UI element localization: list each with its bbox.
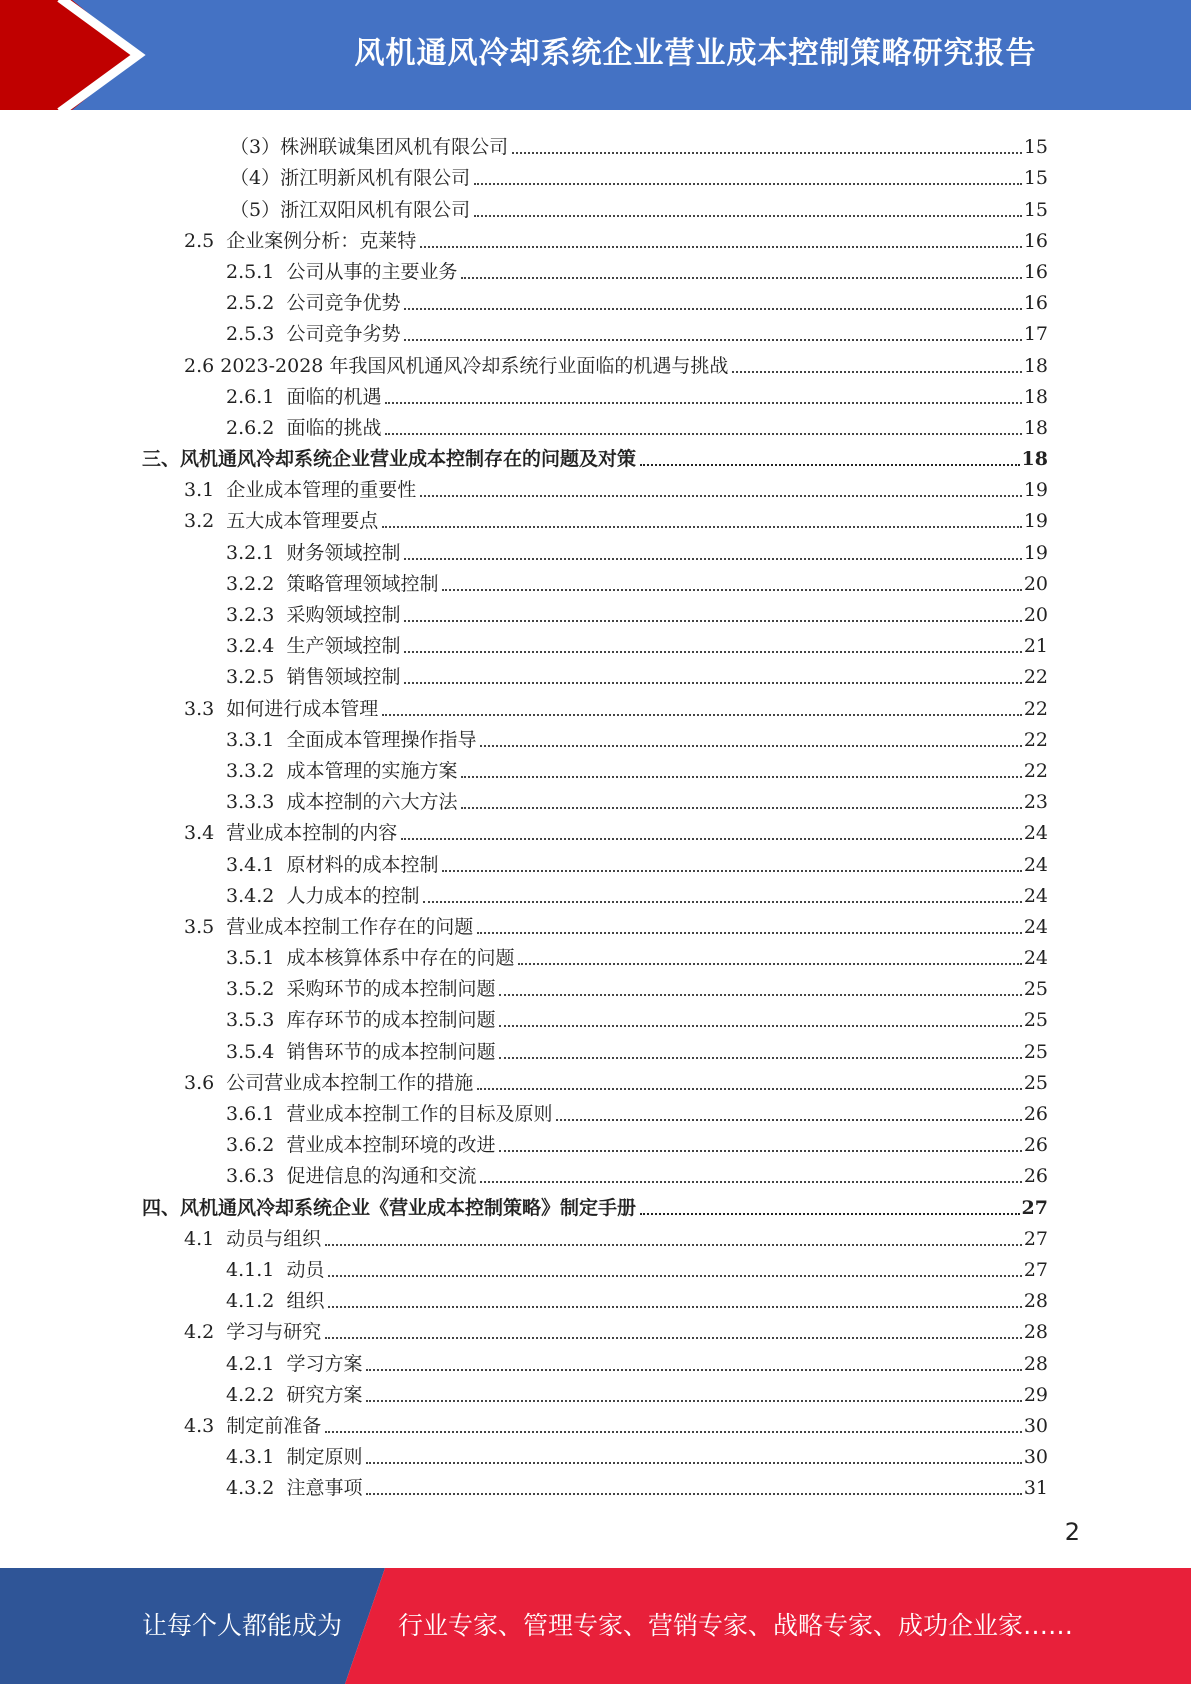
toc-entry-page: 18 bbox=[1021, 448, 1048, 471]
toc-entry-title: 促进信息的沟通和交流 bbox=[286, 1165, 477, 1188]
toc-entry-page: 24 bbox=[1023, 884, 1048, 907]
toc-entry-page: 16 bbox=[1023, 292, 1048, 315]
toc-dot-leader bbox=[328, 1305, 1021, 1308]
toc-entry-page: 26 bbox=[1023, 1134, 1048, 1157]
toc-entry-page: 22 bbox=[1023, 759, 1048, 782]
toc-dot-leader bbox=[640, 463, 1020, 466]
toc-dot-leader bbox=[461, 775, 1021, 778]
toc-entry-number: 3.4.2 bbox=[226, 884, 287, 907]
toc-entry-number: 2.5.1 bbox=[226, 260, 287, 283]
toc-entry-title: 销售领域控制 bbox=[286, 666, 401, 689]
page-footer bbox=[0, 1568, 1191, 1684]
toc-entry[interactable] bbox=[0, 1375, 1191, 1406]
toc-entry-number: 2.5.2 bbox=[226, 292, 287, 315]
toc-entry-number: 3.2 bbox=[184, 510, 227, 533]
report-title: 风机通风冷却系统企业营业成本控制策略研究报告 bbox=[354, 36, 1037, 71]
toc-entry-title: 全面成本管理操作指导 bbox=[286, 728, 477, 751]
toc-entry-number: 4.3.2 bbox=[226, 1477, 287, 1500]
toc-entry-number: 3.6.1 bbox=[226, 1103, 287, 1125]
toc-entry-title: 营业成本控制工作存在的问题 bbox=[226, 915, 474, 938]
toc-dot-leader bbox=[382, 713, 1022, 716]
toc-entry[interactable] bbox=[0, 626, 1191, 657]
toc-entry-page: 20 bbox=[1023, 604, 1048, 626]
toc-dot-leader bbox=[366, 1492, 1021, 1495]
toc-entry[interactable] bbox=[0, 1031, 1191, 1062]
toc-entry-page: 22 bbox=[1023, 697, 1048, 720]
toc-dot-leader bbox=[442, 869, 1021, 872]
toc-entry[interactable] bbox=[0, 907, 1191, 938]
toc-entry-title: 库存环节的成本控制问题 bbox=[286, 1009, 496, 1032]
toc-entry-page: 29 bbox=[1023, 1383, 1048, 1406]
toc-dot-leader bbox=[385, 432, 1021, 435]
toc-dot-leader bbox=[474, 182, 1022, 185]
toc-entry-number: 三、 bbox=[142, 448, 181, 471]
toc-entry-number: 4.2.2 bbox=[226, 1383, 287, 1406]
toc-entry-number: 4.3 bbox=[184, 1414, 227, 1437]
toc-entry-number: 2.5.3 bbox=[226, 323, 287, 346]
toc-dot-leader bbox=[518, 962, 1021, 965]
toc-entry-number: 3.5.2 bbox=[226, 978, 287, 1001]
toc-dot-leader bbox=[328, 1274, 1021, 1277]
toc-entry-title: 风机通风冷却系统企业《营业成本控制策略》制定手册 bbox=[180, 1196, 637, 1219]
toc-dot-leader bbox=[401, 837, 1022, 840]
toc-entry-number: 4.1.1 bbox=[226, 1258, 287, 1281]
toc-dot-leader bbox=[420, 494, 1022, 497]
toc-entry[interactable] bbox=[0, 158, 1191, 189]
toc-entry-title: 生产领域控制 bbox=[286, 635, 401, 658]
toc-entry-page: 17 bbox=[1023, 323, 1048, 346]
toc-entry-number: 四、 bbox=[142, 1196, 181, 1219]
toc-dot-leader bbox=[442, 588, 1021, 591]
toc-entry[interactable] bbox=[0, 1000, 1191, 1031]
toc-dot-leader bbox=[461, 276, 1021, 279]
toc-entry-page: 18 bbox=[1023, 416, 1048, 439]
toc-entry[interactable] bbox=[0, 688, 1191, 719]
toc-dot-leader bbox=[404, 650, 1021, 653]
toc-dot-leader bbox=[499, 993, 1021, 996]
toc-entry[interactable] bbox=[0, 1312, 1191, 1343]
toc-entry-number: 3.2.2 bbox=[226, 572, 287, 595]
toc-entry-page: 28 bbox=[1023, 1290, 1048, 1313]
toc-entry[interactable] bbox=[0, 876, 1191, 907]
toc-entry[interactable] bbox=[0, 782, 1191, 813]
toc-entry[interactable] bbox=[0, 1468, 1191, 1499]
toc-entry-page: 31 bbox=[1023, 1477, 1048, 1500]
toc-entry-title: 注意事项 bbox=[286, 1477, 363, 1500]
toc-entry[interactable] bbox=[0, 595, 1191, 626]
toc-entry[interactable] bbox=[0, 969, 1191, 1000]
toc-dot-leader bbox=[732, 370, 1021, 373]
toc-dot-leader bbox=[404, 619, 1021, 622]
toc-entry-page: 18 bbox=[1023, 385, 1048, 408]
toc-dot-leader bbox=[477, 1087, 1022, 1090]
toc-entry-title: 制定前准备 bbox=[226, 1414, 322, 1437]
toc-entry-page: 24 bbox=[1023, 853, 1048, 876]
toc-entry-page: 18 bbox=[1023, 354, 1048, 377]
toc-entry-title: 采购领域控制 bbox=[286, 604, 401, 626]
toc-entry-page: 20 bbox=[1023, 572, 1048, 595]
toc-entry-page: 27 bbox=[1023, 1227, 1048, 1250]
toc-dot-leader bbox=[420, 245, 1022, 248]
toc-entry-title: 学习方案 bbox=[286, 1352, 363, 1375]
toc-entry-title: 公司竞争劣势 bbox=[286, 323, 401, 346]
toc-dot-leader bbox=[404, 681, 1021, 684]
toc-entry-page: 27 bbox=[1021, 1196, 1048, 1219]
table-of-contents bbox=[0, 127, 1191, 1499]
toc-entry-title: 人力成本的控制 bbox=[286, 884, 420, 907]
toc-entry-title: 面临的机遇 bbox=[286, 385, 382, 408]
toc-entry-page: 15 bbox=[1023, 198, 1048, 221]
toc-entry-title: 企业成本管理的重要性 bbox=[226, 479, 417, 502]
toc-entry-page: 23 bbox=[1023, 791, 1048, 814]
toc-entry[interactable] bbox=[0, 252, 1191, 283]
toc-dot-leader bbox=[499, 1024, 1021, 1027]
toc-entry[interactable] bbox=[0, 283, 1191, 314]
toc-entry-page: 28 bbox=[1023, 1352, 1048, 1375]
toc-entry[interactable] bbox=[0, 844, 1191, 875]
page-number: 2 bbox=[1064, 1518, 1080, 1546]
toc-entry-title: 如何进行成本管理 bbox=[226, 697, 379, 720]
toc-entry[interactable] bbox=[0, 189, 1191, 220]
toc-entry-title: 组织 bbox=[286, 1290, 325, 1313]
toc-entry-number: 3.5.3 bbox=[226, 1009, 287, 1032]
toc-dot-leader bbox=[556, 1118, 1021, 1121]
toc-entry-number: 3.4.1 bbox=[226, 853, 287, 876]
toc-dot-leader bbox=[512, 151, 1022, 154]
toc-entry-number: 3.3.3 bbox=[226, 791, 287, 814]
toc-entry[interactable] bbox=[0, 657, 1191, 688]
toc-entry-title: 营业成本控制环境的改进 bbox=[286, 1134, 496, 1157]
toc-dot-leader bbox=[461, 806, 1021, 809]
toc-entry[interactable] bbox=[0, 532, 1191, 563]
toc-entry-page: 22 bbox=[1023, 666, 1048, 689]
toc-entry[interactable] bbox=[0, 938, 1191, 969]
toc-entry-title: 企业案例分析：克莱特 bbox=[226, 229, 417, 252]
toc-entry-title: 2023-2028 年我国风机通风冷却系统行业面临的机遇与挑战 bbox=[220, 354, 729, 377]
toc-entry-title: 动员与组织 bbox=[226, 1227, 322, 1250]
toc-entry-title: 风机通风冷却系统企业营业成本控制存在的问题及对策 bbox=[180, 448, 637, 471]
toc-entry-page: 24 bbox=[1023, 915, 1048, 938]
toc-entry-title: 浙江明新风机有限公司 bbox=[280, 167, 471, 190]
toc-entry-number: 3.1 bbox=[184, 479, 227, 502]
toc-dot-leader bbox=[366, 1399, 1021, 1402]
toc-entry[interactable] bbox=[0, 564, 1191, 595]
toc-entry-page: 24 bbox=[1023, 947, 1048, 970]
toc-entry-number: 3.2.5 bbox=[226, 666, 287, 689]
toc-entry-title: 制定原则 bbox=[286, 1446, 363, 1469]
toc-entry-title: 学习与研究 bbox=[226, 1321, 322, 1344]
toc-entry-title: 成本核算体系中存在的问题 bbox=[286, 947, 515, 970]
toc-entry-number: （5） bbox=[230, 198, 281, 221]
footer-slogan: 让每个人都能成为 bbox=[142, 1611, 343, 1640]
toc-entry-page: 24 bbox=[1023, 822, 1048, 845]
toc-entry-page: 16 bbox=[1023, 260, 1048, 283]
toc-dot-leader bbox=[480, 1180, 1021, 1183]
toc-entry-number: 3.6.2 bbox=[226, 1134, 287, 1157]
toc-dot-leader bbox=[474, 214, 1022, 217]
footer-expert-list: 行业专家、管理专家、营销专家、战略专家、成功企业家…… bbox=[398, 1611, 1074, 1640]
toc-dot-leader bbox=[423, 900, 1021, 903]
toc-entry-title: 研究方案 bbox=[286, 1383, 363, 1406]
toc-entry[interactable] bbox=[0, 1219, 1191, 1250]
toc-entry-page: 25 bbox=[1023, 978, 1048, 1001]
toc-entry-page: 21 bbox=[1023, 635, 1048, 658]
toc-entry-page: 26 bbox=[1023, 1103, 1048, 1125]
toc-entry-number: 3.5.4 bbox=[226, 1040, 287, 1063]
toc-dot-leader bbox=[325, 1336, 1022, 1339]
toc-dot-leader bbox=[480, 744, 1021, 747]
toc-entry[interactable] bbox=[0, 1125, 1191, 1156]
toc-entry-number: 2.6 bbox=[184, 354, 221, 377]
toc-entry-title: 营业成本控制工作的目标及原则 bbox=[286, 1103, 553, 1125]
toc-entry-number: 2.6.1 bbox=[226, 385, 287, 408]
toc-entry[interactable] bbox=[0, 408, 1191, 439]
header-arrow-decoration bbox=[0, 0, 160, 110]
toc-entry-number: 3.5 bbox=[184, 915, 227, 938]
toc-entry-number: 4.1 bbox=[184, 1227, 227, 1250]
toc-entry-title: 营业成本控制的内容 bbox=[226, 822, 398, 845]
toc-entry[interactable] bbox=[0, 1281, 1191, 1312]
toc-entry-page: 15 bbox=[1023, 136, 1048, 159]
toc-entry[interactable] bbox=[0, 1063, 1191, 1094]
toc-entry[interactable] bbox=[0, 127, 1191, 158]
toc-entry[interactable] bbox=[0, 1094, 1191, 1125]
toc-dot-leader bbox=[404, 338, 1021, 341]
toc-entry[interactable] bbox=[0, 1250, 1191, 1281]
toc-entry-title: 公司竞争优势 bbox=[286, 292, 401, 315]
toc-entry-title: 策略管理领域控制 bbox=[286, 572, 439, 595]
toc-entry-title: 浙江双阳风机有限公司 bbox=[280, 198, 471, 221]
toc-entry[interactable] bbox=[0, 439, 1191, 470]
toc-entry-page: 25 bbox=[1023, 1009, 1048, 1032]
toc-entry[interactable] bbox=[0, 1437, 1191, 1468]
toc-entry-number: （3） bbox=[230, 136, 281, 159]
toc-entry-page: 25 bbox=[1023, 1071, 1048, 1094]
toc-dot-leader bbox=[404, 307, 1021, 310]
toc-entry-page: 15 bbox=[1023, 167, 1048, 190]
toc-entry-page: 30 bbox=[1023, 1414, 1048, 1437]
toc-entry-number: 2.5 bbox=[184, 229, 227, 252]
toc-dot-leader bbox=[640, 1212, 1020, 1215]
toc-entry-title: 株洲联诚集团风机有限公司 bbox=[280, 136, 509, 159]
toc-entry[interactable] bbox=[0, 751, 1191, 782]
toc-entry-number: 3.5.1 bbox=[226, 947, 287, 970]
toc-dot-leader bbox=[477, 931, 1022, 934]
toc-entry-page: 19 bbox=[1023, 479, 1048, 502]
toc-entry[interactable] bbox=[0, 813, 1191, 844]
toc-entry-page: 19 bbox=[1023, 541, 1048, 564]
toc-dot-leader bbox=[325, 1430, 1022, 1433]
toc-entry-number: 3.3.2 bbox=[226, 759, 287, 782]
toc-entry-title: 销售环节的成本控制问题 bbox=[286, 1040, 496, 1063]
toc-dot-leader bbox=[499, 1149, 1021, 1152]
toc-entry-number: 3.2.4 bbox=[226, 635, 287, 658]
toc-dot-leader bbox=[366, 1368, 1021, 1371]
toc-dot-leader bbox=[325, 1243, 1022, 1246]
toc-entry[interactable] bbox=[0, 1343, 1191, 1374]
toc-entry-number: （4） bbox=[230, 167, 281, 190]
toc-entry-title: 五大成本管理要点 bbox=[226, 510, 379, 533]
toc-entry-page: 28 bbox=[1023, 1321, 1048, 1344]
toc-entry-number: 4.3.1 bbox=[226, 1446, 287, 1469]
toc-entry[interactable] bbox=[0, 377, 1191, 408]
toc-entry-page: 22 bbox=[1023, 728, 1048, 751]
toc-entry-page: 27 bbox=[1023, 1258, 1048, 1281]
page-header bbox=[0, 0, 1191, 110]
toc-entry-title: 成本管理的实施方案 bbox=[286, 759, 458, 782]
toc-entry-number: 4.1.2 bbox=[226, 1290, 287, 1313]
toc-entry-page: 19 bbox=[1023, 510, 1048, 533]
toc-entry[interactable] bbox=[0, 221, 1191, 252]
toc-entry-title: 面临的挑战 bbox=[286, 416, 382, 439]
toc-entry[interactable] bbox=[0, 1406, 1191, 1437]
toc-entry-number: 3.2.3 bbox=[226, 604, 287, 626]
toc-entry-number: 3.4 bbox=[184, 822, 227, 845]
toc-entry[interactable] bbox=[0, 1156, 1191, 1187]
toc-entry-number: 4.2.1 bbox=[226, 1352, 287, 1375]
toc-entry-page: 26 bbox=[1023, 1165, 1048, 1188]
toc-entry-number: 4.2 bbox=[184, 1321, 227, 1344]
toc-entry-number: 3.6.3 bbox=[226, 1165, 287, 1188]
toc-entry[interactable] bbox=[0, 345, 1191, 376]
toc-entry[interactable] bbox=[0, 470, 1191, 501]
toc-entry[interactable] bbox=[0, 1187, 1191, 1218]
toc-entry-title: 公司从事的主要业务 bbox=[286, 260, 458, 283]
toc-entry-title: 成本控制的六大方法 bbox=[286, 791, 458, 814]
toc-dot-leader bbox=[499, 1056, 1021, 1059]
toc-entry-title: 原材料的成本控制 bbox=[286, 853, 439, 876]
toc-dot-leader bbox=[404, 557, 1021, 560]
toc-entry-page: 30 bbox=[1023, 1446, 1048, 1469]
toc-dot-leader bbox=[385, 401, 1021, 404]
toc-entry-title: 采购环节的成本控制问题 bbox=[286, 978, 496, 1001]
toc-entry-number: 3.6 bbox=[184, 1071, 227, 1094]
toc-dot-leader bbox=[366, 1461, 1021, 1464]
toc-entry[interactable] bbox=[0, 501, 1191, 532]
toc-entry-number: 3.3 bbox=[184, 697, 227, 720]
toc-entry-number: 2.6.2 bbox=[226, 416, 287, 439]
toc-entry-title: 公司营业成本控制工作的措施 bbox=[226, 1071, 474, 1094]
toc-entry-page: 25 bbox=[1023, 1040, 1048, 1063]
toc-entry-page: 16 bbox=[1023, 229, 1048, 252]
toc-entry-number: 3.3.1 bbox=[226, 728, 287, 751]
toc-entry[interactable] bbox=[0, 720, 1191, 751]
toc-entry-number: 3.2.1 bbox=[226, 541, 287, 564]
toc-dot-leader bbox=[382, 525, 1022, 528]
toc-entry[interactable] bbox=[0, 314, 1191, 345]
toc-entry-title: 动员 bbox=[286, 1258, 325, 1281]
toc-entry-title: 财务领域控制 bbox=[286, 541, 401, 564]
